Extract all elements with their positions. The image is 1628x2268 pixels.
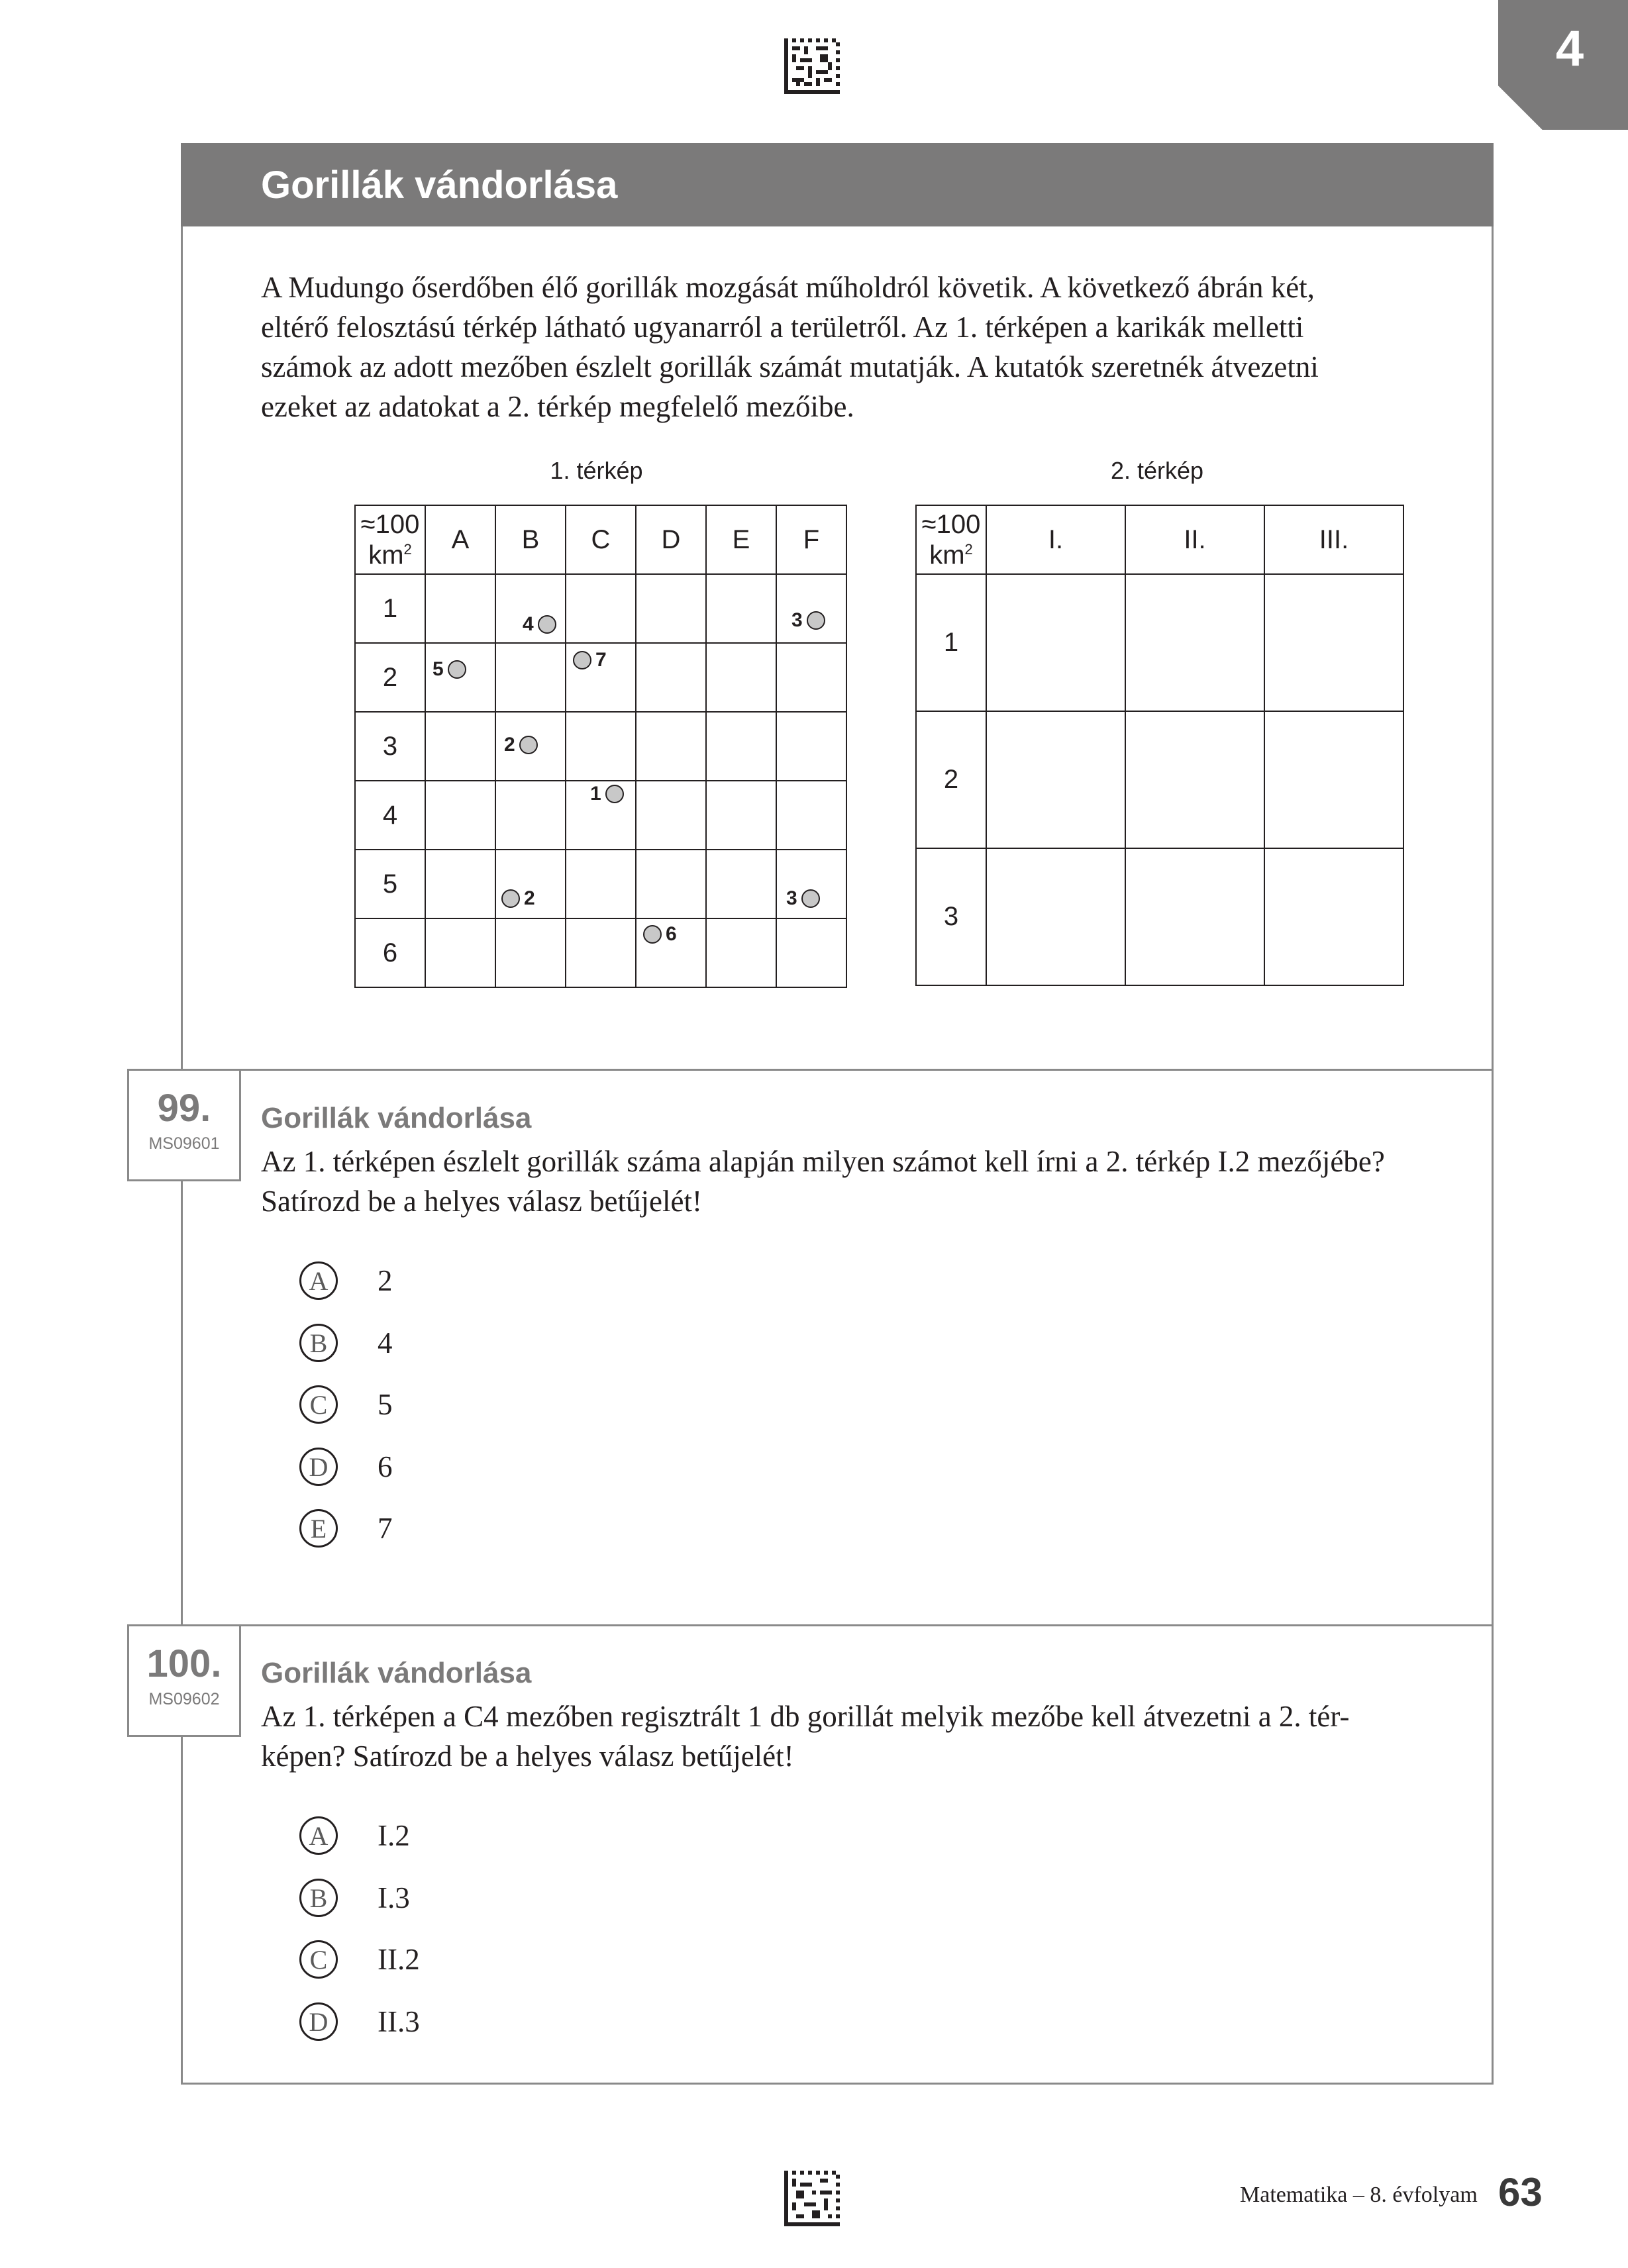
answer-option-b[interactable]	[299, 1877, 410, 1919]
map1-cell	[776, 850, 846, 918]
map2-column-header: III.	[1264, 505, 1403, 574]
gorilla-sighting-marker	[786, 887, 820, 910]
gorilla-count: 7	[595, 649, 607, 671]
question-number-box	[127, 1069, 241, 1181]
option-text: 7	[378, 1512, 393, 1545]
map2-row-header: 3	[916, 848, 986, 985]
map1-cell	[776, 781, 846, 850]
answer-option-a[interactable]	[299, 1814, 410, 1857]
map1-cell	[636, 643, 706, 712]
unit-label: ≈100	[921, 509, 981, 539]
map1-cell	[706, 850, 776, 918]
intro-line: számok az adott mezőben észlelt gorillák számát mutatják. A kutatók szeretnék átvezetni	[261, 350, 1319, 383]
map1-cell	[706, 574, 776, 643]
question-code: MS09601	[148, 1134, 220, 1153]
unit-label: $km^2$	[929, 540, 973, 570]
map1-column-header: F	[776, 505, 846, 574]
map1-cell	[566, 712, 636, 781]
map1-cell	[425, 574, 495, 643]
option-letter-circle[interactable]: A	[299, 1261, 338, 1300]
option-letter-circle[interactable]: B	[299, 1324, 338, 1362]
map2-cell	[1125, 574, 1264, 711]
gorilla-count: 3	[786, 887, 797, 909]
gorilla-circle-icon	[573, 651, 591, 669]
map1-column-header: E	[706, 505, 776, 574]
option-letter-circle[interactable]: C	[299, 1940, 338, 1979]
intro-line: A Mudungo őserdőben élő gorillák mozgását műholdról követik. A következő ábrán két,	[261, 271, 1315, 304]
unit-superscript: 2	[964, 540, 973, 558]
option-letter-circle[interactable]: D	[299, 2002, 338, 2041]
map1-cell	[566, 918, 636, 987]
section-divider	[181, 1624, 1494, 1626]
option-text: 2	[378, 1264, 393, 1297]
map1-cell	[706, 712, 776, 781]
question-text	[261, 1697, 1473, 1776]
option-letter-circle[interactable]: E	[299, 1509, 338, 1548]
map1-cell	[636, 574, 706, 643]
answer-option-d[interactable]	[299, 1446, 393, 1488]
map1-cell	[495, 918, 566, 987]
task-intro	[261, 268, 1473, 426]
map1-grid	[354, 505, 847, 988]
gorilla-count: 3	[791, 609, 803, 631]
task-title: Gorillák vándorlása	[261, 164, 618, 207]
gorilla-sighting-marker	[791, 609, 825, 632]
grid-corner-unit	[916, 505, 986, 574]
map1-cell	[706, 781, 776, 850]
gorilla-sighting-marker	[573, 649, 607, 671]
gorilla-count: 2	[524, 887, 535, 909]
map1-row-header: 3	[355, 712, 425, 781]
map1-cell	[566, 643, 636, 712]
grid-corner-unit	[355, 505, 425, 574]
map1-cell	[495, 574, 566, 643]
answer-option-c[interactable]	[299, 1938, 420, 1981]
gorilla-sighting-marker	[501, 887, 535, 910]
map1-cell	[425, 712, 495, 781]
gorilla-count: 6	[666, 923, 677, 945]
map2-cell	[1264, 574, 1403, 711]
map1-row-header: 5	[355, 850, 425, 918]
answer-option-e[interactable]	[299, 1507, 393, 1550]
map2-cell	[986, 848, 1125, 985]
unit-label: $km^2$	[368, 540, 412, 570]
map1-caption: 1. térkép	[550, 457, 643, 484]
intro-line: ezeket az adatokat a 2. térkép megfelelő mezőibe.	[261, 390, 854, 423]
map1-cell	[495, 781, 566, 850]
map1-cell	[495, 643, 566, 712]
map1-cell	[495, 712, 566, 781]
question-number: 99.	[157, 1087, 211, 1130]
map1-cell	[425, 781, 495, 850]
question-number-box	[127, 1624, 241, 1737]
map1-column-header: B	[495, 505, 566, 574]
map1-cell	[776, 918, 846, 987]
map1-cell	[495, 850, 566, 918]
option-text: II.2	[378, 1943, 420, 1976]
question-title: Gorillák vándorlása	[261, 1102, 532, 1134]
option-text: I.3	[378, 1881, 410, 1914]
map1-cell	[636, 781, 706, 850]
gorilla-circle-icon	[605, 785, 624, 803]
data-matrix-code-top	[784, 38, 840, 94]
map2-cell	[986, 711, 1125, 848]
map1-cell	[776, 712, 846, 781]
option-letter-circle[interactable]: A	[299, 1816, 338, 1855]
option-text: I.2	[378, 1819, 410, 1852]
gorilla-sighting-marker	[590, 783, 624, 805]
gorilla-circle-icon	[807, 611, 825, 630]
gorilla-count: 1	[590, 783, 601, 805]
map1-column-header: C	[566, 505, 636, 574]
gorilla-circle-icon	[519, 736, 538, 754]
option-text: II.3	[378, 2005, 420, 2038]
answer-option-a[interactable]	[299, 1259, 393, 1302]
unit-label: ≈100	[360, 509, 420, 539]
gorilla-count: 5	[432, 658, 444, 680]
question-text-line: képen? Satírozd be a helyes válasz betűjelét!	[261, 1740, 794, 1773]
gorilla-sighting-marker	[504, 734, 538, 756]
gorilla-count: 4	[523, 613, 534, 635]
map2-cell	[986, 574, 1125, 711]
gorilla-circle-icon	[643, 925, 662, 944]
map1-cell	[776, 643, 846, 712]
gorilla-count: 2	[504, 734, 515, 756]
map2-cell	[1264, 848, 1403, 985]
map2-row-header: 1	[916, 574, 986, 711]
map2-cell	[1125, 848, 1264, 985]
map1-cell	[776, 574, 846, 643]
question-number: 100.	[146, 1642, 222, 1685]
map2-cell	[1264, 711, 1403, 848]
question-text-line: Satírozd be a helyes válasz betűjelét!	[261, 1185, 702, 1218]
map2-column-header: I.	[986, 505, 1125, 574]
map1-column-header: A	[425, 505, 495, 574]
map2-column-header: II.	[1125, 505, 1264, 574]
map1-row-header: 1	[355, 574, 425, 643]
data-matrix-code-bottom	[784, 2171, 840, 2226]
map2-cell	[1125, 711, 1264, 848]
gorilla-circle-icon	[538, 615, 556, 634]
intro-line: eltérő felosztású térkép látható ugyanarról a területről. Az 1. térképen a karikák melletti	[261, 311, 1304, 344]
gorilla-circle-icon	[501, 889, 520, 908]
map1-column-header: D	[636, 505, 706, 574]
map1-cell	[566, 781, 636, 850]
map2-grid	[915, 505, 1404, 986]
map1-row-header: 4	[355, 781, 425, 850]
gorilla-sighting-marker	[643, 923, 677, 946]
option-text: 4	[378, 1326, 393, 1359]
section-divider	[181, 1069, 1494, 1071]
question-code: MS09602	[148, 1690, 220, 1708]
answer-option-c[interactable]	[299, 1383, 393, 1426]
option-text: 6	[378, 1450, 393, 1483]
answer-option-d[interactable]	[299, 2000, 420, 2043]
gorilla-sighting-marker	[432, 658, 466, 681]
option-text: 5	[378, 1388, 393, 1421]
map1-cell	[425, 918, 495, 987]
footer-subject: Matematika – 8. évfolyam	[1240, 2183, 1478, 2207]
gorilla-sighting-marker	[523, 613, 556, 636]
gorilla-circle-icon	[801, 889, 820, 908]
option-letter-circle[interactable]: D	[299, 1448, 338, 1486]
map1-row-header: 2	[355, 643, 425, 712]
map1-cell	[706, 918, 776, 987]
chapter-number: 4	[1555, 21, 1584, 77]
map1-row-header: 6	[355, 918, 425, 987]
option-letter-circle[interactable]: C	[299, 1385, 338, 1424]
option-letter-circle[interactable]: B	[299, 1879, 338, 1917]
question-text-line: Az 1. térképen a C4 mezőben regisztrált 1 db gorillát melyik mezőbe kell átvezetni a 2. tér-	[261, 1700, 1350, 1733]
map1-cell	[636, 918, 706, 987]
map1-cell	[566, 574, 636, 643]
map2-caption: 2. térkép	[1110, 457, 1204, 484]
question-title: Gorillák vándorlása	[261, 1657, 532, 1689]
page-number: 63	[1498, 2170, 1543, 2214]
map1-cell	[636, 712, 706, 781]
map1-cell	[425, 643, 495, 712]
map1-cell	[706, 643, 776, 712]
gorilla-circle-icon	[448, 660, 466, 679]
unit-superscript: 2	[403, 540, 412, 558]
question-text	[261, 1142, 1473, 1221]
map1-cell	[566, 850, 636, 918]
answer-option-b[interactable]	[299, 1322, 393, 1364]
map1-cell	[636, 850, 706, 918]
map1-cell	[425, 850, 495, 918]
map2-row-header: 2	[916, 711, 986, 848]
question-text-line: Az 1. térképen észlelt gorillák száma alapján milyen számot kell írni a 2. térkép I.2 mezőjébe?	[261, 1145, 1385, 1178]
